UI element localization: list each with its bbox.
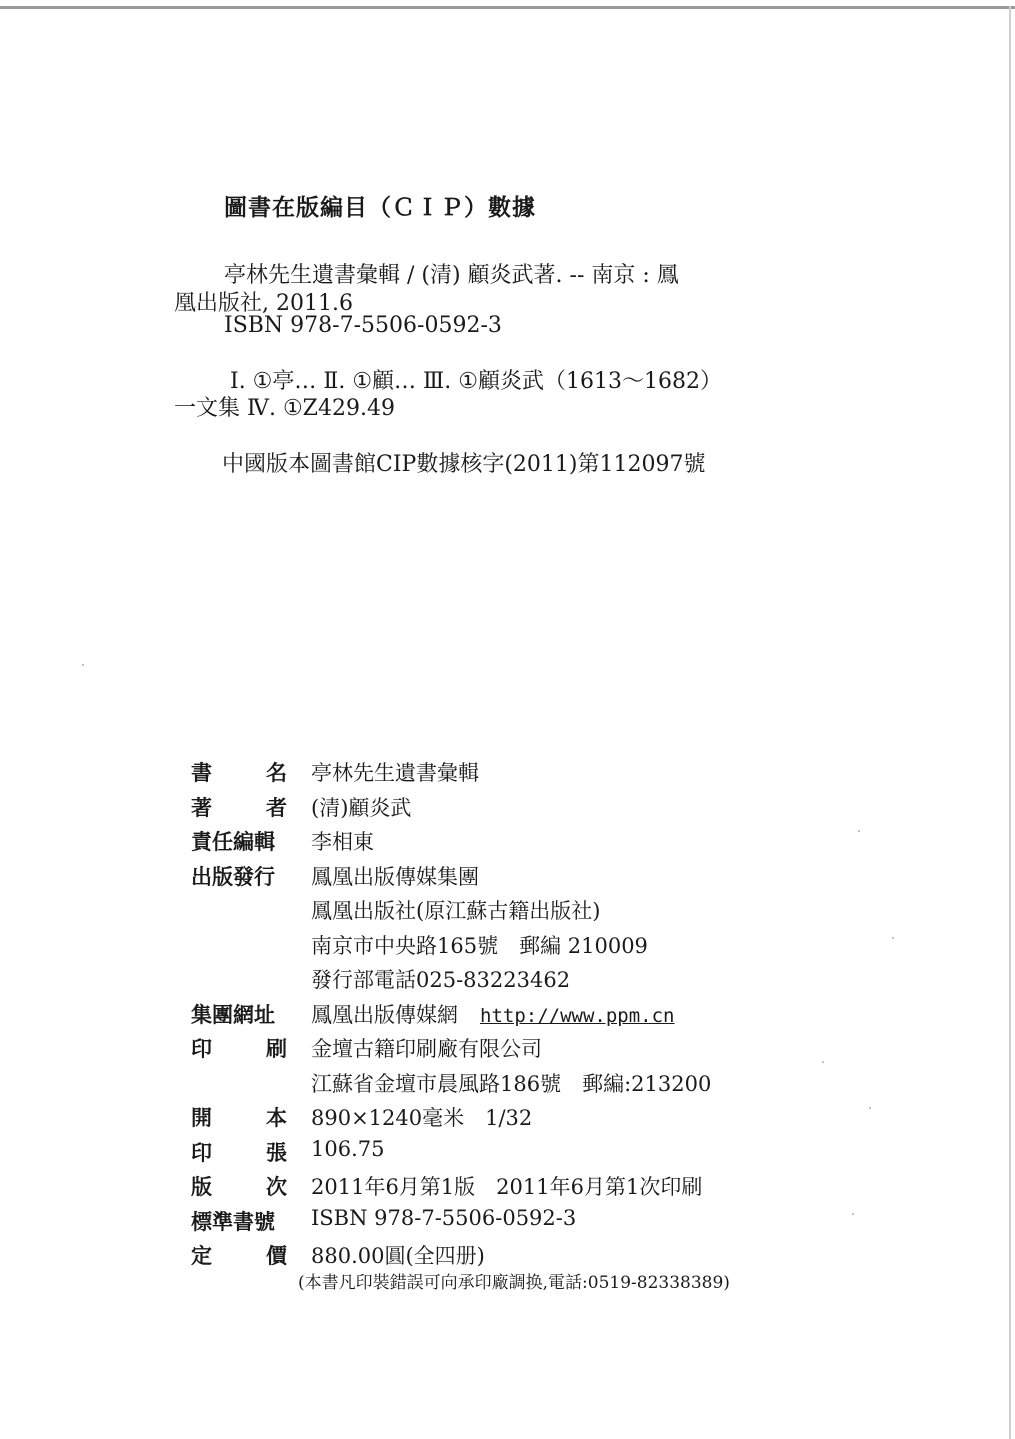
- value-author: (清)顧炎武: [311, 795, 412, 820]
- value-publisher-address: 南京市中央路165號 郵編 210009: [311, 933, 648, 958]
- label-edition: 版 次: [191, 1175, 287, 1199]
- info-row-printer: [191, 1033, 811, 1068]
- value-publisher-phone: 發行部電話025-83223462: [311, 968, 571, 992]
- label-website: 集團網址: [191, 1002, 275, 1027]
- value-format: 890×1240毫米 1/32: [311, 1106, 533, 1130]
- info-row-book-name: [191, 757, 811, 792]
- cip-classification-line-1: Ⅰ. ①亭… Ⅱ. ①顧… Ⅲ. ①顧炎武（1613～1682）: [230, 369, 722, 394]
- info-row-publisher-name: [191, 895, 811, 930]
- label-author: 著 者: [191, 795, 287, 820]
- cip-isbn-line: ISBN 978-7-5506-0592-3: [224, 313, 502, 338]
- cip-classification-line-2: 一文集 Ⅳ. ①Z429.49: [174, 396, 395, 421]
- info-row-printer-address: [191, 1068, 811, 1103]
- scan-speck: [852, 1213, 854, 1215]
- cip-entry-line-1: 亭林先生遺書彙輯 / (清) 顧炎武著. -- 南京 : 鳳: [224, 263, 679, 288]
- info-row-publisher: [191, 861, 811, 896]
- scan-speck: [858, 830, 860, 832]
- website-link[interactable]: http://www.ppm.cn: [480, 1004, 675, 1027]
- info-row-edition: [191, 1171, 811, 1206]
- label-sheets: 印 張: [191, 1140, 287, 1165]
- label-price: 定 價: [191, 1244, 287, 1268]
- info-row-isbn: [191, 1206, 811, 1241]
- cip-title: 圖書在版編目（ＣＩＰ）數據: [224, 195, 536, 221]
- info-row-sheets: [191, 1137, 811, 1172]
- cip-record-number: 中國版本圖書館CIP數據核字(2011)第112097號: [222, 452, 706, 477]
- value-website-name: 鳳凰出版傳媒網: [311, 1002, 458, 1027]
- info-row-publisher-phone: [191, 964, 811, 999]
- value-price: 880.00圓(全四册): [311, 1244, 485, 1268]
- page-right-border: [1009, 6, 1011, 1439]
- info-row-editor: [191, 826, 811, 861]
- info-row-website: [191, 999, 811, 1034]
- value-printer-name: 金壇古籍印刷廠有限公司: [311, 1037, 542, 1061]
- label-printer: 印 刷: [191, 1037, 287, 1061]
- cip-entry-line-2: 凰出版社, 2011.6: [174, 291, 353, 316]
- value-publisher-group: 鳳凰出版傳媒集團: [311, 864, 479, 889]
- label-publisher: 出版發行: [191, 864, 275, 889]
- value-sheets: 106.75: [311, 1136, 385, 1161]
- value-printer-address: 江蘇省金壇市晨風路186號 郵編:213200: [311, 1071, 712, 1096]
- label-book-name: 書 名: [191, 761, 287, 785]
- scan-speck: [82, 664, 84, 666]
- value-editor: 李相東: [311, 830, 374, 854]
- value-edition: 2011年6月第1版 2011年6月第1次印刷: [311, 1175, 703, 1199]
- value-publisher-name: 鳳凰出版社(原江蘇古籍出版社): [311, 899, 601, 923]
- misprint-exchange-note: (本書凡印裝錯誤可向承印廠調换,電話:0519-82338389): [298, 1273, 730, 1293]
- label-isbn: 標準書號: [191, 1209, 275, 1234]
- scan-speck: [822, 1061, 824, 1063]
- info-row-author: [191, 792, 811, 827]
- scan-speck: [869, 1107, 871, 1109]
- label-editor: 責任編輯: [191, 830, 275, 854]
- info-row-format: [191, 1102, 811, 1137]
- page-top-border: [0, 6, 1015, 9]
- publication-info-block: [191, 757, 811, 1275]
- scan-speck: [892, 937, 894, 939]
- value-isbn: ISBN 978-7-5506-0592-3: [311, 1205, 577, 1230]
- info-row-publisher-address: [191, 930, 811, 965]
- value-book-name: 亭林先生遺書彙輯: [311, 761, 479, 785]
- label-format: 開 本: [191, 1106, 287, 1130]
